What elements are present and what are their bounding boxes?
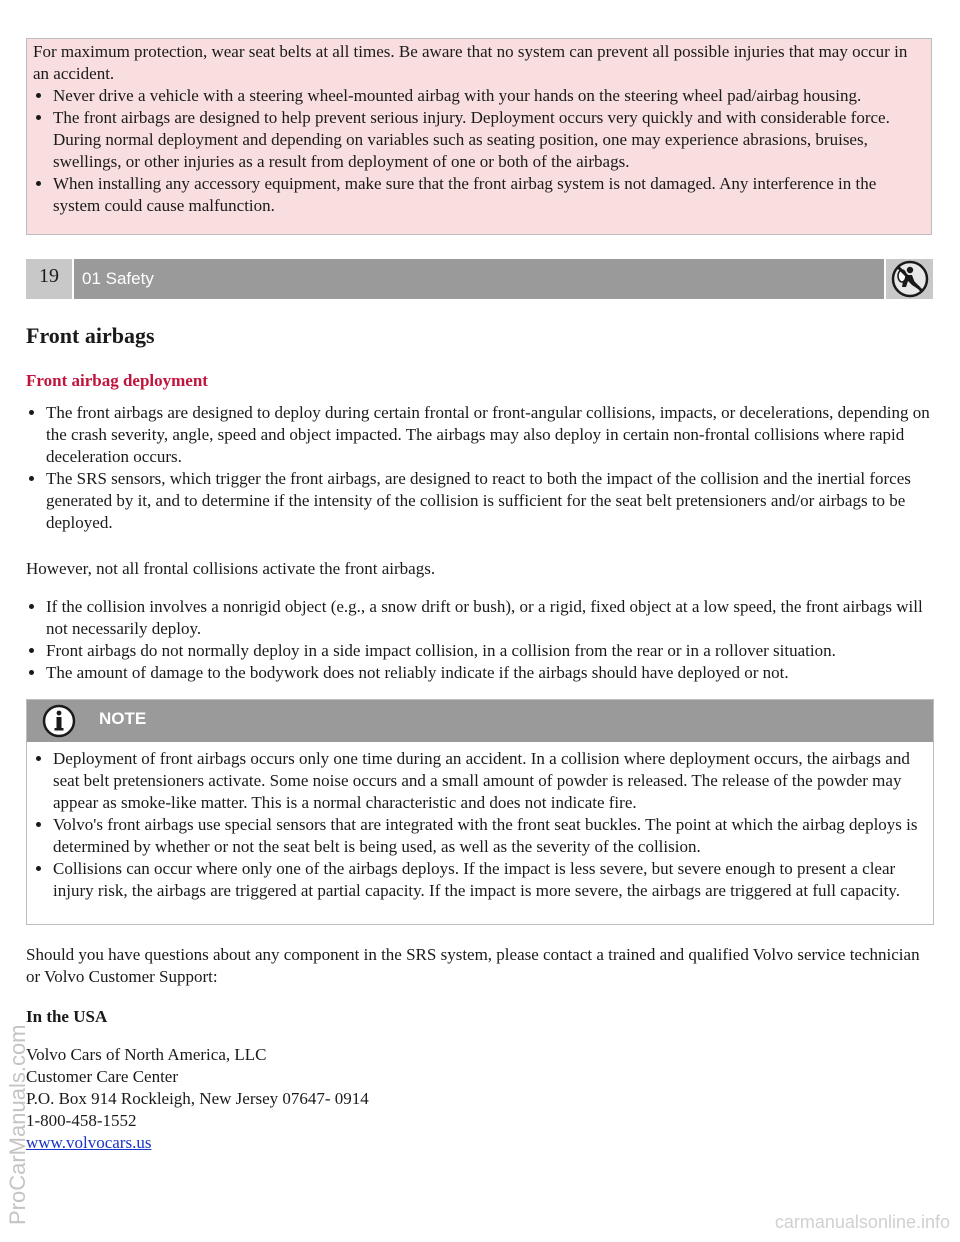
warning-intro: For maximum protection, wear seat belts at all times. Be aware that no system can prevent all possible injuries that may occur in an accident. xyxy=(33,42,908,83)
list-item: The SRS sensors, which trigger the front airbags, are designed to react to both the impact of the collision and the inertial forces generated by it, and to determine if the intensity of the collision is sufficient for the seat belt pretensioners and/or airbags to be deployed. xyxy=(26,468,936,534)
deploy-section xyxy=(26,402,936,534)
page-number: 19 xyxy=(26,259,72,299)
section-title: 01 Safety xyxy=(74,259,884,299)
note-item: Collisions can occur where only one of the airbags deploys. If the impact is less severe, but severe enough to present a clear injury risk, the airbags are triggered at partial capacity. If the impact is more severe, the airbags are triggered at full capacity. xyxy=(33,858,929,902)
section-header xyxy=(26,259,933,299)
usa-heading: In the USA xyxy=(26,1007,108,1026)
warning-item: The front airbags are designed to help prevent serious injury. Deployment occurs very quickly and with considerable force. During normal deployment and depending on variables such as seating position, one may experience abrasions, bruises, swellings, or other injuries as a result from deployment of one or both of the airbags. xyxy=(33,107,926,173)
airbag-warning-icon xyxy=(886,259,933,299)
note-list xyxy=(33,748,929,902)
address-line: Volvo Cars of North America, LLC xyxy=(26,1045,267,1064)
paragraph: However, not all frontal collisions activate the front airbags. xyxy=(26,559,436,578)
address-line: P.O. Box 914 Rockleigh, New Jersey 07647- 0914 xyxy=(26,1089,369,1108)
note-item: Deployment of front airbags occurs only one time during an accident. In a collision where deployment occurs, the airbags and seat belt pretensioners activate. Some noise occurs and a small amount of powder is released. The release of the powder may appear as smoke-like matter. This is a normal characteristic and does not indicate fire. xyxy=(33,748,929,814)
however-paragraph xyxy=(26,558,936,580)
note-box xyxy=(26,699,934,925)
deploy-list xyxy=(26,402,936,534)
side-watermark: ProCarManuals.com xyxy=(5,1024,30,1225)
footer-watermark: carmanualsonline.info xyxy=(774,1212,950,1232)
warning-box xyxy=(26,38,932,235)
warning-item: Never drive a vehicle with a steering wheel-mounted airbag with your hands on the steering wheel pad/airbag housing. xyxy=(33,85,926,107)
list-item: The amount of damage to the bodywork does not reliably indicate if the airbags should have deployed or not. xyxy=(26,662,936,684)
note-title: NOTE xyxy=(99,709,147,728)
list-item: If the collision involves a nonrigid object (e.g., a snow drift or bush), or a rigid, fixed object at a low speed, the front airbags will not necessarily deploy. xyxy=(26,596,936,640)
info-icon xyxy=(33,703,91,739)
address-line: Customer Care Center xyxy=(26,1067,179,1086)
questions-paragraph xyxy=(26,944,936,988)
note-item: Volvo's front airbags use special sensors that are integrated with the front seat buckles. The point at which the airbag deploys is determined by whether or not the seat belt is being used, as well as the severity of the collision. xyxy=(33,814,929,858)
note-body xyxy=(33,748,929,902)
page-title: Front airbags xyxy=(26,323,155,348)
list-item: Front airbags do not normally deploy in a side impact collision, in a collision from the rear or in a rollover situation. xyxy=(26,640,936,662)
warning-list xyxy=(33,85,926,217)
list-item: The front airbags are designed to deploy during certain frontal or front-angular collisions, impacts, or decelerations, depending on the crash severity, angle, speed and object impacted. The airbags may also deploy in certain non-frontal collisions where rapid deceleration occurs. xyxy=(26,402,936,468)
not-deploy-section xyxy=(26,596,936,684)
note-header xyxy=(27,700,933,742)
not-deploy-list xyxy=(26,596,936,684)
phone-number: 1-800-458-1552 xyxy=(26,1111,137,1130)
paragraph: Should you have questions about any component in the SRS system, please contact a trained and qualified Volvo service technician or Volvo Customer Support: xyxy=(26,945,920,986)
volvo-website-link[interactable]: www.volvocars.us xyxy=(26,1133,152,1152)
warning-item: When installing any accessory equipment, make sure that the front airbag system is not damaged. Any interference in the system could cause malfunction. xyxy=(33,173,926,217)
address-block xyxy=(26,1044,936,1154)
subheading: Front airbag deployment xyxy=(26,371,208,390)
